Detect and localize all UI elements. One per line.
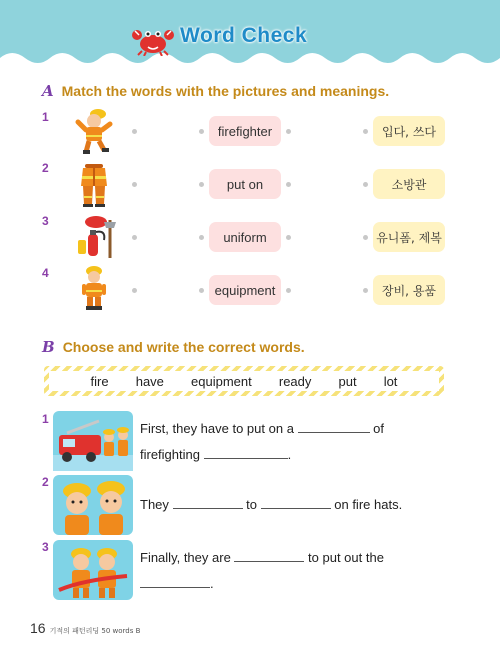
match-dot[interactable] <box>363 182 368 187</box>
sentence-text: firefighting <box>140 447 200 462</box>
wave-decoration <box>0 48 500 68</box>
match-dot[interactable] <box>363 129 368 134</box>
match-dot[interactable] <box>286 235 291 240</box>
word-bank-item: lot <box>383 373 398 389</box>
match-dot[interactable] <box>132 182 137 187</box>
firefighters-hose-scene-image <box>53 540 133 600</box>
answer-blank[interactable] <box>298 419 370 433</box>
match-dot[interactable] <box>286 288 291 293</box>
sentence-text: They <box>140 497 169 512</box>
sentence-text: First, they have to put on a <box>140 421 294 436</box>
item-number: 4 <box>42 266 49 280</box>
firefighter-climbing-icon <box>74 108 114 156</box>
word-pill: equipment <box>209 275 281 305</box>
word-bank-item: put <box>338 373 357 389</box>
match-dot[interactable] <box>286 182 291 187</box>
sentence-1 <box>140 416 384 468</box>
sentence-3 <box>140 545 384 597</box>
item-number: 1 <box>42 110 49 124</box>
section-b-heading <box>42 338 305 356</box>
section-a-instruction: Match the words with the pictures and meanings. <box>61 83 390 99</box>
section-b-letter: B <box>42 338 55 356</box>
section-b-instruction: Choose and write the correct words. <box>62 339 305 355</box>
word-bank-item: ready <box>278 373 312 389</box>
uniform-icon <box>79 162 109 208</box>
firefighters-hats-scene-image <box>53 475 133 535</box>
meaning-pill: 장비, 용품 <box>373 275 445 305</box>
crab-icon <box>132 26 174 56</box>
answer-blank[interactable] <box>173 495 243 509</box>
word-pill: put on <box>209 169 281 199</box>
word-bank <box>44 366 444 396</box>
sentence-text: on fire hats. <box>334 497 403 512</box>
item-number: 2 <box>42 161 49 175</box>
item-number: 3 <box>42 540 49 554</box>
match-dot[interactable] <box>199 235 204 240</box>
sentence-text: of <box>373 421 385 436</box>
match-dot[interactable] <box>286 129 291 134</box>
word-bank-item: have <box>135 373 164 389</box>
word-pill: firefighter <box>209 116 281 146</box>
fire-truck-scene-image <box>53 411 133 471</box>
firefighter-standing-icon <box>80 265 108 311</box>
match-dot[interactable] <box>199 288 204 293</box>
match-dot[interactable] <box>199 129 204 134</box>
meaning-pill: 입다, 쓰다 <box>373 116 445 146</box>
match-dot[interactable] <box>132 288 137 293</box>
section-a-heading <box>42 82 389 100</box>
item-number: 1 <box>42 412 49 426</box>
match-dot[interactable] <box>363 288 368 293</box>
sentence-text: to <box>246 497 257 512</box>
equipment-icon <box>74 214 122 260</box>
book-title: 기적의 패턴리딩 50 words B <box>49 627 141 635</box>
match-dot[interactable] <box>363 235 368 240</box>
sentence-2 <box>140 492 402 518</box>
page-footer <box>30 620 140 636</box>
word-bank-item: fire <box>90 373 109 389</box>
page-number: 16 <box>30 620 46 636</box>
item-number: 2 <box>42 475 49 489</box>
meaning-pill: 유니폼, 제복 <box>373 222 445 252</box>
answer-blank[interactable] <box>261 495 331 509</box>
page-title: Word Check <box>180 24 308 47</box>
section-a-letter: A <box>42 82 54 100</box>
word-pill: uniform <box>209 222 281 252</box>
sentence-text: . <box>210 576 214 591</box>
answer-blank[interactable] <box>234 548 304 562</box>
sentence-text: Finally, they are <box>140 550 231 565</box>
answer-blank[interactable] <box>140 574 210 588</box>
sentence-text: . <box>287 447 292 462</box>
word-bank-item: equipment <box>191 373 252 389</box>
meaning-pill: 소방관 <box>373 169 445 199</box>
answer-blank[interactable] <box>204 445 288 459</box>
match-dot[interactable] <box>132 235 137 240</box>
match-dot[interactable] <box>132 129 137 134</box>
match-dot[interactable] <box>199 182 204 187</box>
sentence-text: to put out the <box>308 550 384 565</box>
item-number: 3 <box>42 214 49 228</box>
